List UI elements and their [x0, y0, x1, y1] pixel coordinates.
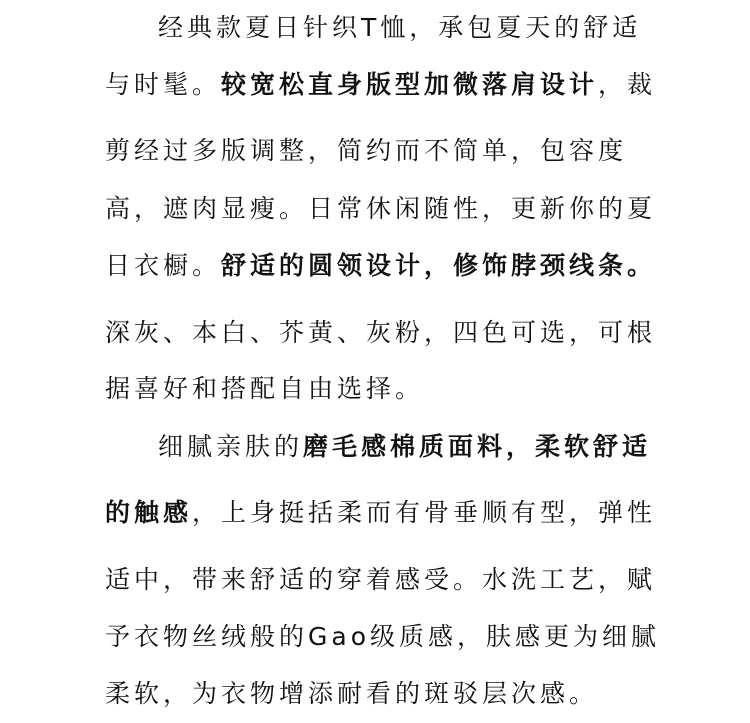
text-segment: 予衣物丝绒般的Gao级质感，肤感更为细腻 [105, 622, 660, 651]
text-line [105, 621, 660, 653]
bold-text-segment: 磨毛感棉质面料，柔软舒适 [303, 432, 652, 461]
text-segment: ，裁 [598, 70, 657, 99]
bold-text-segment: 舒适的圆领设计，修饰脖颈线条 [221, 251, 628, 280]
text-line [105, 193, 656, 225]
text-segment: 日衣橱。 [105, 251, 222, 280]
bold-text-segment: 较宽松直身版型加微落肩设计 [221, 70, 599, 99]
text-line [105, 497, 656, 529]
text-segment: 经典款夏日针织T恤，承包夏天的舒适 [158, 13, 642, 42]
text-segment: 据喜好和搭配自由选择。 [105, 374, 425, 403]
text-segment: 细腻亲肤的 [158, 432, 304, 461]
text-segment: 深灰、本白、芥黄、灰粉，四色可选，可根 [105, 318, 657, 347]
text-line [105, 317, 656, 349]
text-segment: ，上身挺括柔而有骨垂顺有型，弹性 [192, 498, 657, 527]
text-segment: 。 [627, 251, 657, 280]
text-line [105, 373, 424, 405]
text-line [105, 250, 656, 282]
bold-text-segment: 的触感 [105, 498, 193, 527]
text-line [105, 69, 656, 101]
text-segment: 高，遮肉显瘦。日常休闲随性，更新你的夏 [105, 194, 657, 223]
text-line [158, 12, 641, 44]
text-line [105, 564, 656, 596]
text-segment: 与时髦。 [105, 70, 222, 99]
text-line [158, 431, 651, 463]
text-segment: 剪经过多版调整，简约而不简单，包容度 [105, 136, 628, 165]
text-segment: 柔软，为衣物增添耐看的斑驳层次感。 [105, 679, 599, 708]
text-line [105, 135, 627, 167]
text-line [105, 678, 598, 710]
text-segment: 适中，带来舒适的穿着感受。水洗工艺，赋 [105, 565, 657, 594]
